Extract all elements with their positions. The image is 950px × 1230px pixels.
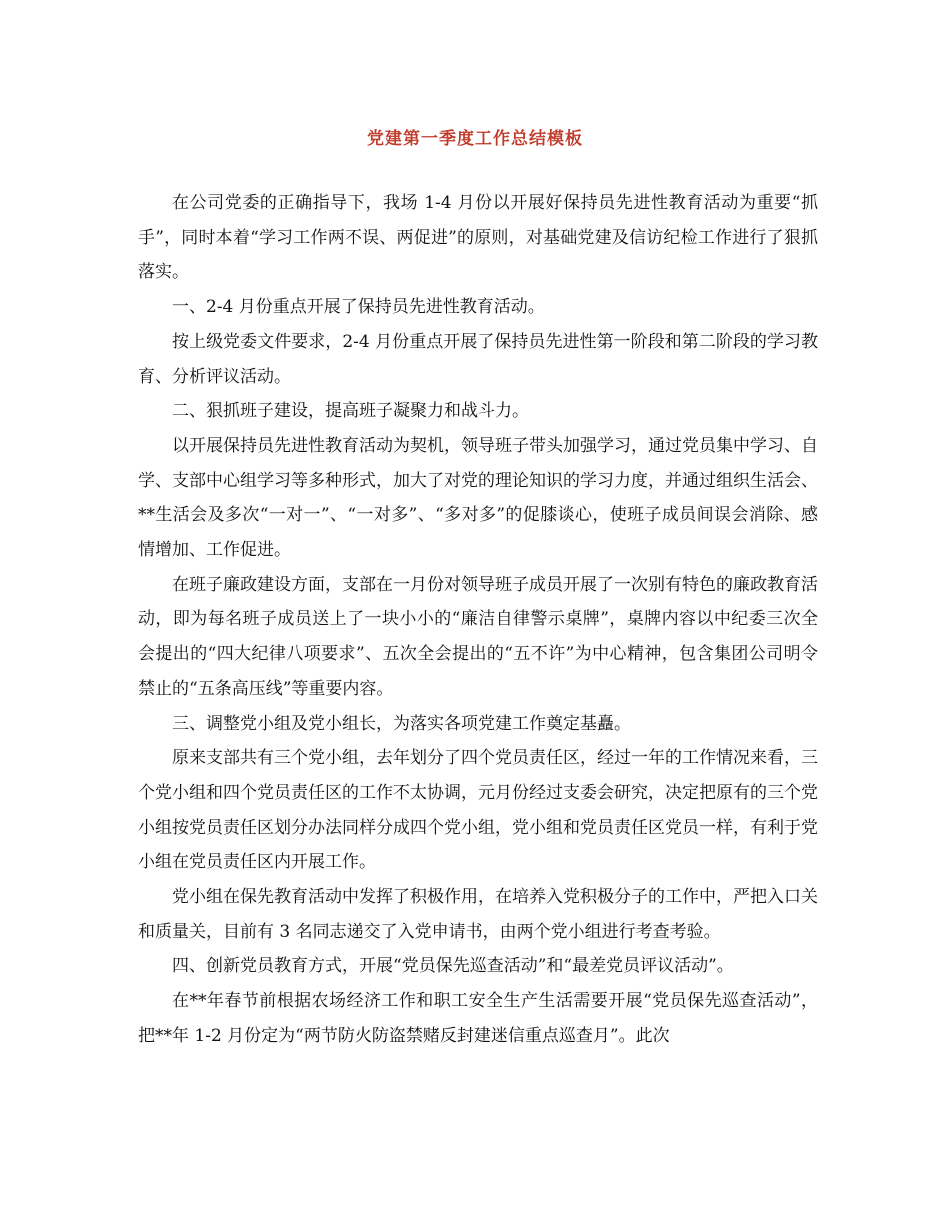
paragraph: 在班子廉政建设方面，支部在一月份对领导班子成员开展了一次别有特色的廉政教育活动，即为每名班子成员送上了一块小小的“廉洁自律警示桌牌”，桌牌内容以中纪委三次全会提出的“四大纪律八项要求”、五次全会提出的“五不许”为中心精神，包含集团公司明令禁止的“五条高压线”等重要内容。 [138, 574, 818, 699]
section-heading: 三、调整党小组及党小组长，为落实各项党建工作奠定基矗。 [172, 713, 631, 734]
paragraph: 在**年春节前根据农场经济工作和职工安全生产生活需要开展“党员保先巡查活动”，把**年 1-2 月份定为“两节防火防盗禁赌反封建迷信重点巡查月”。此次 [138, 991, 818, 1046]
paragraph: 原来支部共有三个党小组，去年划分了四个党员责任区，经过一年的工作情况来看，三个党小组和四个党员责任区的工作不太协调，元月份经过支委会研究，决定把原有的三个党小组按党员责任区划分办法同样分成四个党小组，党小组和党员责任区党员一样，有利于党小组在党员责任区内开展工作。 [138, 748, 818, 873]
section-heading: 一、2-4 月份重点开展了保持员先进性教育活动。 [172, 297, 545, 318]
paragraph: 按上级党委文件要求，2-4 月份重点开展了保持员先进性第一阶段和第二阶段的学习教育、分析评议活动。 [138, 331, 818, 387]
paragraph: 以开展保持员先进性教育活动为契机，领导班子带头加强学习，通过党员集中学习、自学、支部中心组学习等多种形式，加大了对党的理论知识的学习力度，并通过组织生活会、**生活会及多次“一对一”、“一对多”、“多对多”的促膝谈心，使班子成员间误会消除、感情增加、工作促进。 [138, 435, 818, 561]
paragraph: 在公司党委的正确指导下，我场 1-4 月份以开展好保持员先进性教育活动为重要“抓手”，同时本着“学习工作两不误、两促进”的原则，对基础党建及信访纪检工作进行了狠抓落实。 [138, 193, 818, 283]
section-heading: 二、狠抓班子建设，提高班子凝聚力和战斗力。 [172, 401, 529, 422]
paragraph: 党小组在保先教育活动中发挥了积极作用，在培养入党积极分子的工作中，严把入口关和质量关，目前有 3 名同志递交了入党申请书，由两个党小组进行考查考验。 [138, 887, 818, 942]
section-heading: 四、创新党员教育方式，开展“党员保先巡查活动”和“最差党员评议活动”。 [172, 956, 734, 977]
document-body [138, 186, 818, 1054]
document-title: 党建第一季度工作总结模板 [367, 129, 583, 149]
